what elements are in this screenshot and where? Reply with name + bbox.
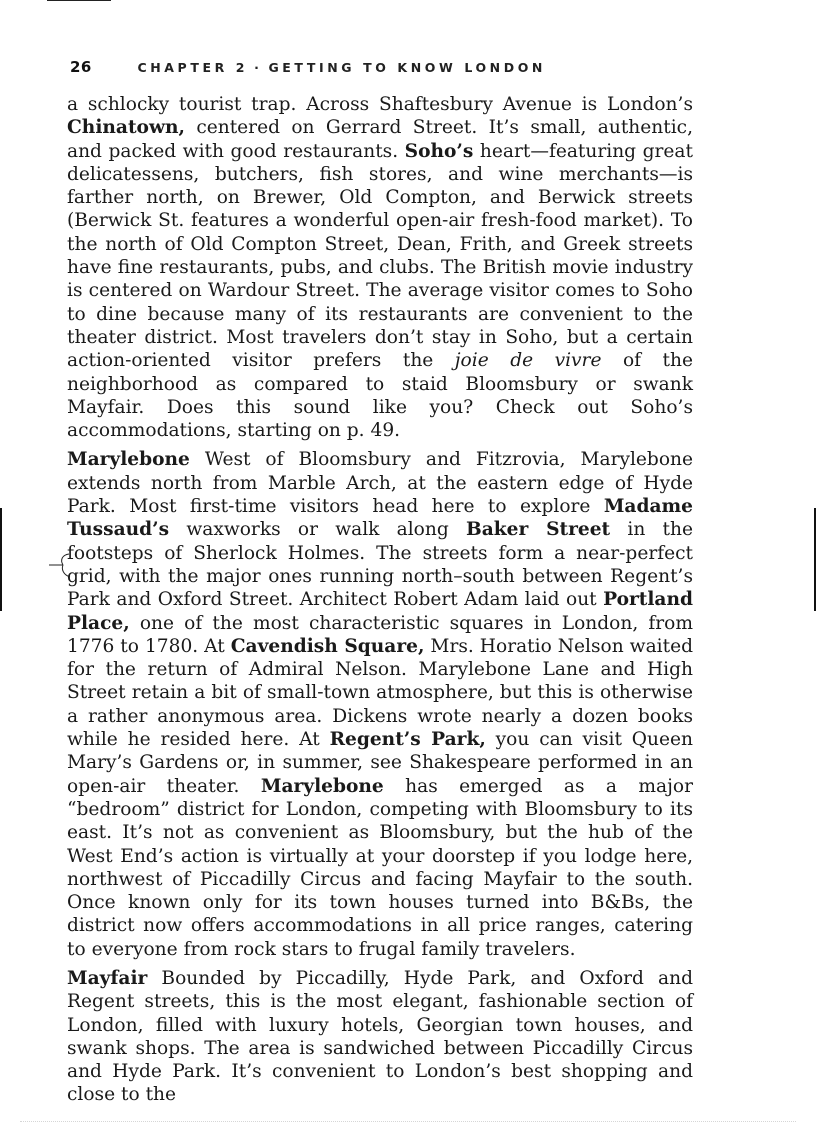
text-run: in the footsteps of Sherlock Holmes. The streets form a near-perfect grid, with the major ones running north–south between Regent’s Park and Oxford Street. Architect Robert Adam laid out bbox=[67, 519, 693, 611]
paragraph-marylebone bbox=[67, 448, 693, 961]
bold-term: Cavendish Square, bbox=[230, 635, 425, 657]
running-head bbox=[137, 60, 546, 75]
bold-term: Chinatown, bbox=[67, 117, 185, 139]
paragraph-mayfair bbox=[67, 967, 693, 1107]
text-run: you can visit Queen Mary’s Gardens or, in summer, see Shakespeare performed in an open-air theater. bbox=[67, 729, 693, 797]
body-text bbox=[67, 93, 693, 1107]
bold-term: Portland Place, bbox=[67, 589, 693, 634]
chapter-title: GETTING TO KNOW LONDON bbox=[268, 60, 546, 75]
text-run: of the neighborhood as compared to staid Bloomsbury or swank Mayfair. Does this sound like you? Check out Soho’s accommodations, starting on p. 49. bbox=[67, 350, 693, 442]
text-run: Bounded by Piccadilly, Hyde Park, and Oxford and Regent streets, this is the most elegant, fashionable section of London, filled with luxury hotels, Georgian town houses, and swank shops. The area is sandwiched between Piccadilly Circus and Hyde Park. It’s convenient to London’s best shopping and close to the bbox=[67, 967, 693, 1106]
chapter-label: CHAPTER 2 bbox=[137, 60, 249, 75]
text-run: heart—featuring great delicatessens, butchers, fish stores, and wine merchants—is farther north, on Brewer, Old Compton, and Berwick streets (Berwick St. features a wonderful open-air fresh-food market). To the north of Old Compton Street, Dean, Frith, and Greek streets have fine restaurants, pubs, and clubs. The British movie industry is centered on Wardour Street. The average visitor comes to Soho to dine because many of its restaurants are convenient to the theater district. Most travelers don’t stay in Soho, but a certain action-oriented visitor prefers the bbox=[67, 140, 693, 372]
text-run: one of the most characteristic squares in London, from 1776 to 1780. At bbox=[67, 612, 693, 657]
bold-term: Madame Tussaud’s bbox=[67, 496, 693, 541]
page-header bbox=[70, 57, 546, 76]
text-run: centered on Gerrard Street. It’s small, authentic, and packed with good restaurants. bbox=[67, 117, 693, 162]
bold-term: Baker Street bbox=[466, 519, 611, 541]
run-in-heading: Mayfair bbox=[67, 967, 148, 989]
text-run: West of Bloomsbury and Fitzrovia, Marylebone extends north from Marble Arch, at the eastern edge of Hyde Park. Most first-time visitors head here to explore bbox=[67, 449, 693, 518]
bold-term: Marylebone bbox=[260, 775, 384, 797]
registration-mark-icon bbox=[49, 545, 75, 585]
page-number: 26 bbox=[70, 58, 92, 76]
run-in-heading: Marylebone bbox=[67, 449, 190, 471]
bold-term: Regent’s Park, bbox=[329, 729, 486, 751]
running-head-separator: · bbox=[254, 60, 263, 75]
bottom-dotted-rule bbox=[20, 1121, 796, 1122]
bold-term: Soho’s bbox=[404, 140, 474, 162]
italic-phrase: joie de vivre bbox=[454, 350, 602, 372]
text-run: Mrs. Horatio Nelson waited for the return of Admiral Nelson. Marylebone Lane and High Street retain a bit of small-town atmosphere, but this is otherwise a rather anonymous area. Dickens wrote nearly a dozen books while he resided here. At bbox=[67, 635, 694, 751]
top-rule bbox=[47, 0, 111, 1]
text-run: a schlocky tourist trap. Across Shaftesbury Avenue is London’s bbox=[67, 94, 693, 115]
paragraph-soho bbox=[67, 93, 693, 442]
text-run: waxworks or walk along bbox=[169, 519, 466, 541]
text-run: has emerged as a major “bedroom” district for London, competing with Bloomsbury to its east. It’s not as convenient as Bloomsbury, but the hub of the West End’s action is virtually at your doorstep if you lodge here, northwest of Piccadilly Circus and facing Mayfair to the south. Once known only for its town houses turned into B&Bs, the district now offers accommodations in all price ranges, catering to everyone from rock stars to frugal family travelers. bbox=[67, 775, 693, 960]
crop-mark-left bbox=[0, 508, 2, 611]
